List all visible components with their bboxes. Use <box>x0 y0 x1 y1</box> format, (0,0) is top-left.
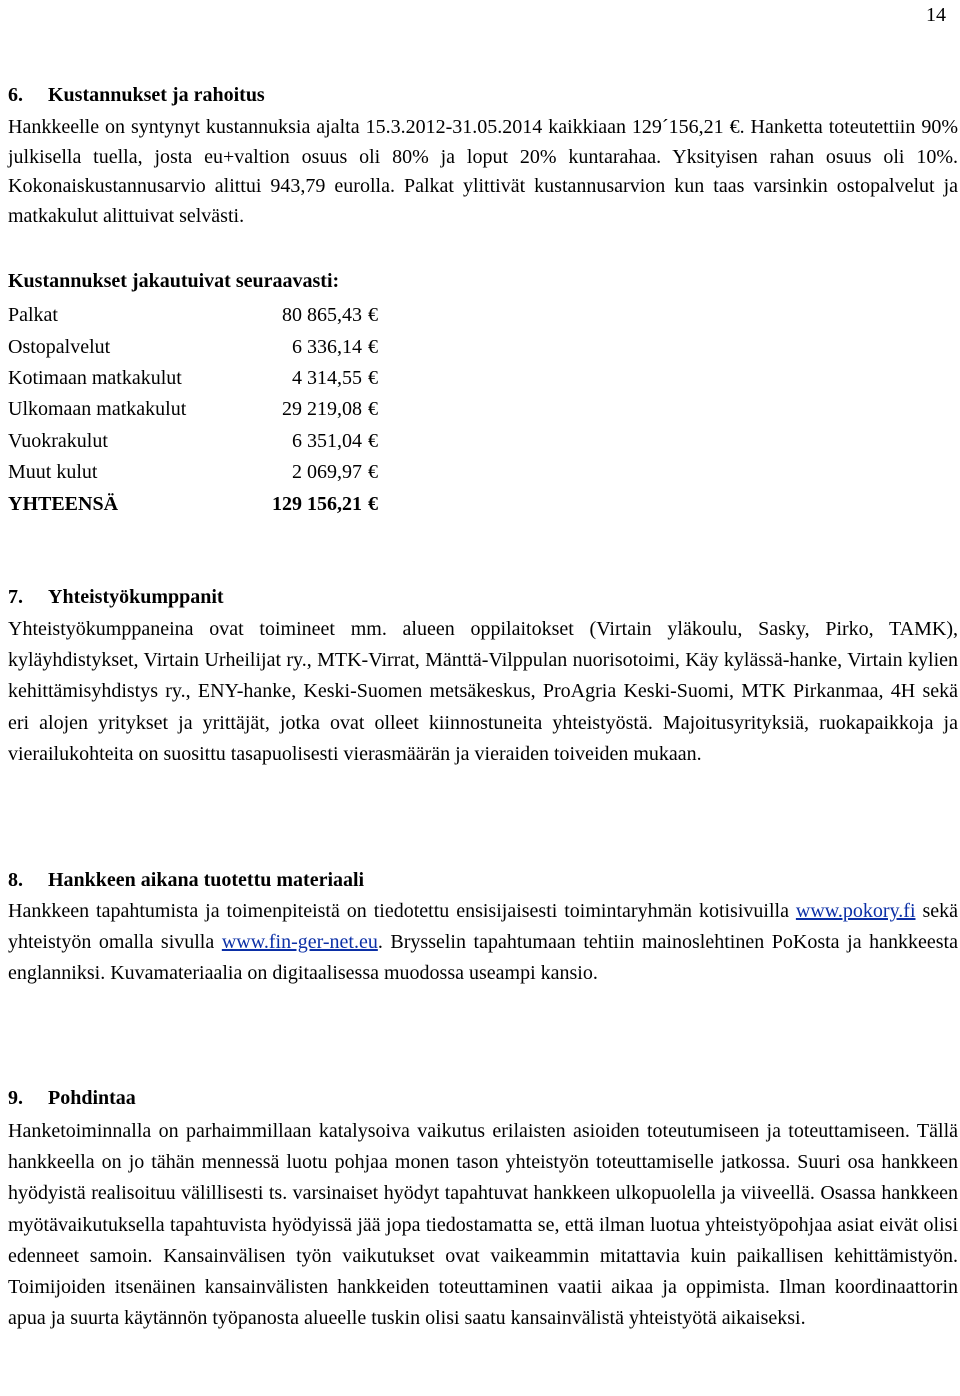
pokory-link[interactable]: www.pokory.fi <box>795 900 916 922</box>
section-7-number: 7. <box>8 586 23 608</box>
euro-sign: € <box>368 335 378 358</box>
cost-row <box>8 426 378 457</box>
section-8-text-3: . Brysselin tapahtumaan tehtiin mainoslehtinen PoKosta ja hankkeesta englanniksi. Kuvamateriaalia on digitaalisessa muodossa useampi kansio. <box>8 931 958 985</box>
section-6-paragraph: Hankkeelle on syntynyt kustannuksia ajalta 15.3.2012-31.05.2014 kaikkiaan 129´156,21 €. Hanketta toteutettiin 90% julkisella tuella, josta eu+valtion osuus oli 80% ja loput 20% kuntarahaa. Yksityisen rahan osuus oli 10%. Kokonaiskustannusarvio alittui 943,79 eurolla. Palkat ylittivät kustannusarvion kun taas varsinkin ostopalvelut ja matkakulut alittuivat selvästi. <box>8 116 958 227</box>
cost-label: Ostopalvelut <box>8 335 111 358</box>
cost-total-amount: 129 156,21 <box>272 492 362 515</box>
cost-row <box>8 300 378 331</box>
section-8-heading <box>8 869 364 892</box>
section-6-heading <box>8 84 265 107</box>
section-6-title: Kustannukset ja rahoitus <box>48 84 265 106</box>
section-8-paragraph <box>8 896 958 990</box>
cost-amount: 29 219,08 <box>282 398 362 421</box>
section-6-number: 6. <box>8 84 23 106</box>
cost-total-row <box>8 488 378 519</box>
euro-sign: € <box>368 304 378 327</box>
euro-sign: € <box>368 492 378 515</box>
page-number: 14 <box>926 4 946 26</box>
cost-label: Vuokrakulut <box>8 429 108 452</box>
cost-amount: 4 314,55 <box>292 366 362 389</box>
section-9-paragraph: Hanketoiminnalla on parhaimmillaan katalysoiva vaikutus erilaisten asioiden toteutumiseen ja toteuttamiseen. Tällä hankkeella on jo tähän mennessä luotu pohjaa monen tason yhteistyön toteuttamiselle jatkossa. Suuri osa hankkeen hyödyistä realisoituu välillisesti ts. varsinaiset hyödyt tapahtuvat hankkeen ulkopuolella ja viiveellä. Osassa hankkeen myötävaikutuksella tapahtuvista hyödyissä jää jopa tiedostamatta se, että ilman luotua yhteistyöpohjaa asiat eivät olisi edenneet samoin. Kansainvälisen työn vaikutukset ovat vaikeammin mitattavia kuin paikallisen kehittämistyön. Toimijoiden itsenäinen kansainvälisten hankkeiden toteuttaminen vaatii aikaa ja oppimista. Ilman koordinaattorin apua ja suurta käytännön työpanosta alueelle tuskin olisi saatu kansainvälistä yhteistyötä aikaiseksi. <box>8 1120 958 1330</box>
cost-label: Palkat <box>8 304 58 327</box>
cost-amount: 6 351,04 <box>292 429 362 452</box>
section-7-title: Yhteistyökumppanit <box>48 586 224 608</box>
section-9-heading <box>8 1087 136 1110</box>
section-7-heading <box>8 586 224 609</box>
euro-sign: € <box>368 429 378 452</box>
cost-amount: 80 865,43 <box>282 304 362 327</box>
fin-ger-net-link[interactable]: www.fin-ger-net.eu <box>221 931 378 954</box>
cost-row <box>8 457 378 488</box>
cost-label: Kotimaan matkakulut <box>8 366 182 389</box>
cost-row <box>8 394 378 425</box>
section-8-title: Hankkeen aikana tuotettu materiaali <box>48 869 365 891</box>
cost-total-label: YHTEENSÄ <box>8 492 119 515</box>
euro-sign: € <box>368 366 378 389</box>
cost-amount: 6 336,14 <box>292 335 362 358</box>
euro-sign: € <box>368 461 378 484</box>
cost-label: Ulkomaan matkakulut <box>8 398 187 421</box>
section-8-number: 8. <box>8 869 23 891</box>
section-8-text-2: sekä yhteistyön omalla sivulla <box>8 900 958 954</box>
cost-amount: 2 069,97 <box>292 461 362 484</box>
section-7-paragraph: Yhteistyökumppaneina ovat toimineet mm. alueen oppilaitokset (Virtain yläkoulu, Sasky, Pirko, TAMK), kyläyhdistykset, Virtain Urheilijat ry., MTK-Virrat, Mänttä-Vilppulan nuorisotoimi, Käy kylässä-hanke, Virtain kylien kehittämisyhdistys ry., ENY-hanke, Keski-Suomen metsäkeskus, ProAgria Keski-Suomi, MTK Pirkanmaa, 4H sekä eri alojen yritykset ja yrittäjät, jotka ovat olleet kiinnostuneita yhteistyöstä. Majoitusyrityksiä, ruokapaikkoja ja vierailukohteita on suosittu tasapuolisesti vierasmäärän ja vieraiden toiveiden mukaan. <box>8 618 958 765</box>
costs-table <box>8 300 378 520</box>
costs-intro: Kustannukset jakautuivat seuraavasti: <box>8 270 340 292</box>
section-9-number: 9. <box>8 1087 23 1109</box>
cost-label: Muut kulut <box>8 461 98 484</box>
cost-row <box>8 363 378 394</box>
section-8-text-1: Hankkeen tapahtumista ja toimenpiteistä on tiedotettu ensisijaisesti toimintaryhmän kotisivuilla <box>8 900 796 922</box>
section-9-title: Pohdintaa <box>48 1087 136 1109</box>
euro-sign: € <box>368 398 378 421</box>
cost-row <box>8 331 378 362</box>
